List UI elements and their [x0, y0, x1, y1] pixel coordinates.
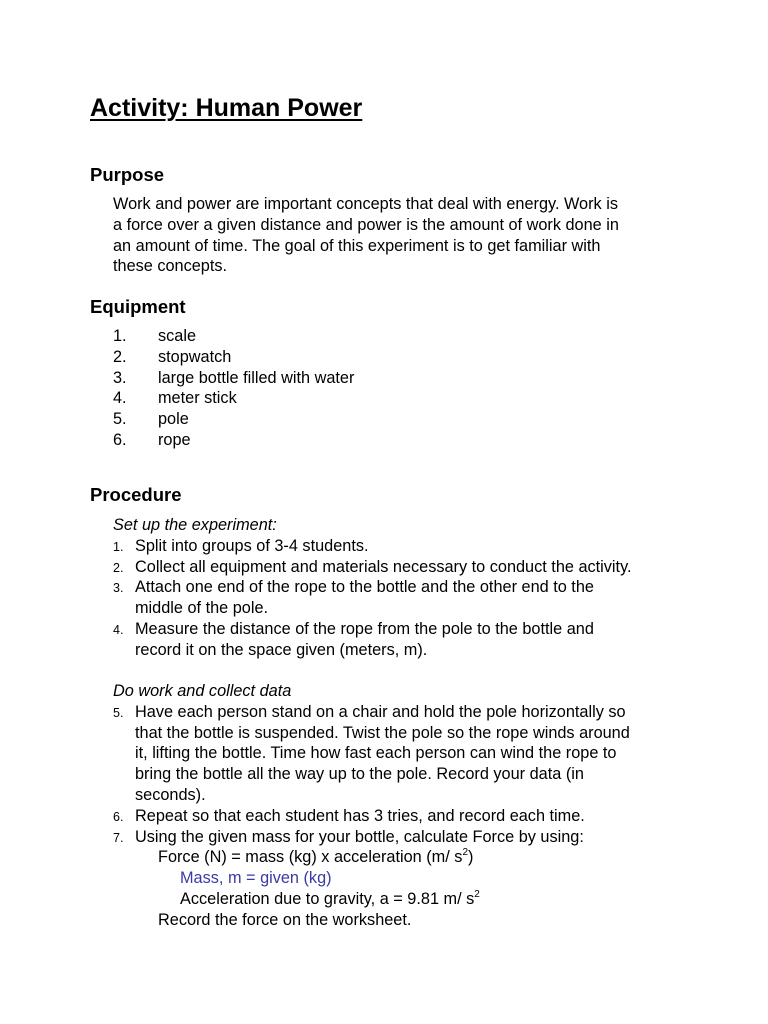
superscript: 2 [474, 888, 480, 900]
list-item [113, 827, 713, 848]
collect-steps [113, 702, 713, 931]
acceleration-line [113, 889, 713, 910]
purpose-line: these concepts. [113, 257, 228, 276]
purpose-line: Work and power are important concepts that deal with energy. Work is [113, 195, 618, 213]
item-number: 4. [113, 389, 127, 408]
collect-subheading: Do work and collect data [113, 682, 292, 700]
item-text: stopwatch [158, 347, 232, 366]
item-number: 6. [113, 430, 127, 449]
step-number: 6. [113, 809, 124, 824]
step-text: that the bottle is suspended. Twist the pole so the rope winds around [135, 723, 630, 742]
equipment-heading: Equipment [90, 296, 186, 317]
item-text: rope [158, 430, 191, 449]
step-text: Repeat so that each student has 3 tries, and record each time. [135, 806, 585, 825]
purpose-line: a force over a given distance and power is the amount of work done in [113, 215, 619, 234]
step-number: 4. [113, 622, 124, 637]
mass-line: Mass, m = given (kg) [180, 869, 332, 888]
item-text: large bottle filled with water [158, 368, 355, 387]
step-text: Attach one end of the rope to the bottle and the other end to the [135, 578, 594, 597]
item-number: 2. [113, 347, 127, 366]
step-number: 1. [113, 539, 124, 554]
force-formula-text: Force (N) = mass (kg) x acceleration (m/ s [158, 848, 463, 867]
step-number: 2. [113, 560, 124, 575]
superscript: 2 [462, 847, 468, 859]
setup-steps [113, 536, 713, 661]
list-item [113, 806, 713, 827]
list-item [113, 557, 713, 578]
list-item [113, 536, 713, 557]
list-item [113, 619, 713, 661]
setup-subheading: Set up the experiment: [113, 516, 277, 534]
step-text: Split into groups of 3-4 students. [135, 536, 369, 555]
step-number: 3. [113, 581, 124, 596]
step-text: seconds). [135, 785, 206, 804]
item-number: 1. [113, 327, 127, 345]
step-text: Measure the distance of the rope from the pole to the bottle and [135, 619, 594, 638]
purpose-line: an amount of time. The goal of this experiment is to get familiar with [113, 236, 601, 255]
purpose-paragraph [113, 194, 673, 277]
step-text: Using the given mass for your bottle, calculate Force by using: [135, 827, 584, 846]
purpose-heading: Purpose [90, 164, 165, 185]
force-formula-end: ) [468, 848, 474, 867]
step-number: 7. [113, 830, 124, 845]
item-number: 3. [113, 368, 127, 387]
procedure-heading: Procedure [90, 484, 182, 505]
page-title: Activity: Human Power [90, 94, 363, 122]
item-text: scale [158, 327, 197, 345]
record-force-line: Record the force on the worksheet. [158, 910, 412, 929]
step-number: 5. [113, 705, 124, 720]
acceleration-text: Acceleration due to gravity, a = 9.81 m/ s [180, 889, 475, 908]
step-text: Collect all equipment and materials necessary to conduct the activity. [135, 557, 632, 576]
force-formula [113, 847, 713, 868]
step-text: it, lifting the bottle. Time how fast each person can wind the rope to [135, 744, 617, 763]
step-text: bring the bottle all the way up to the pole. Record your data (in [135, 765, 584, 784]
list-item [113, 702, 713, 806]
step-text: record it on the space given (meters, m). [135, 640, 428, 659]
item-text: pole [158, 410, 189, 429]
item-text: meter stick [158, 389, 237, 408]
item-number: 5. [113, 410, 127, 429]
step-text: Have each person stand on a chair and hold the pole horizontally so [135, 702, 626, 721]
list-item [113, 577, 713, 619]
step-text: middle of the pole. [135, 599, 269, 618]
